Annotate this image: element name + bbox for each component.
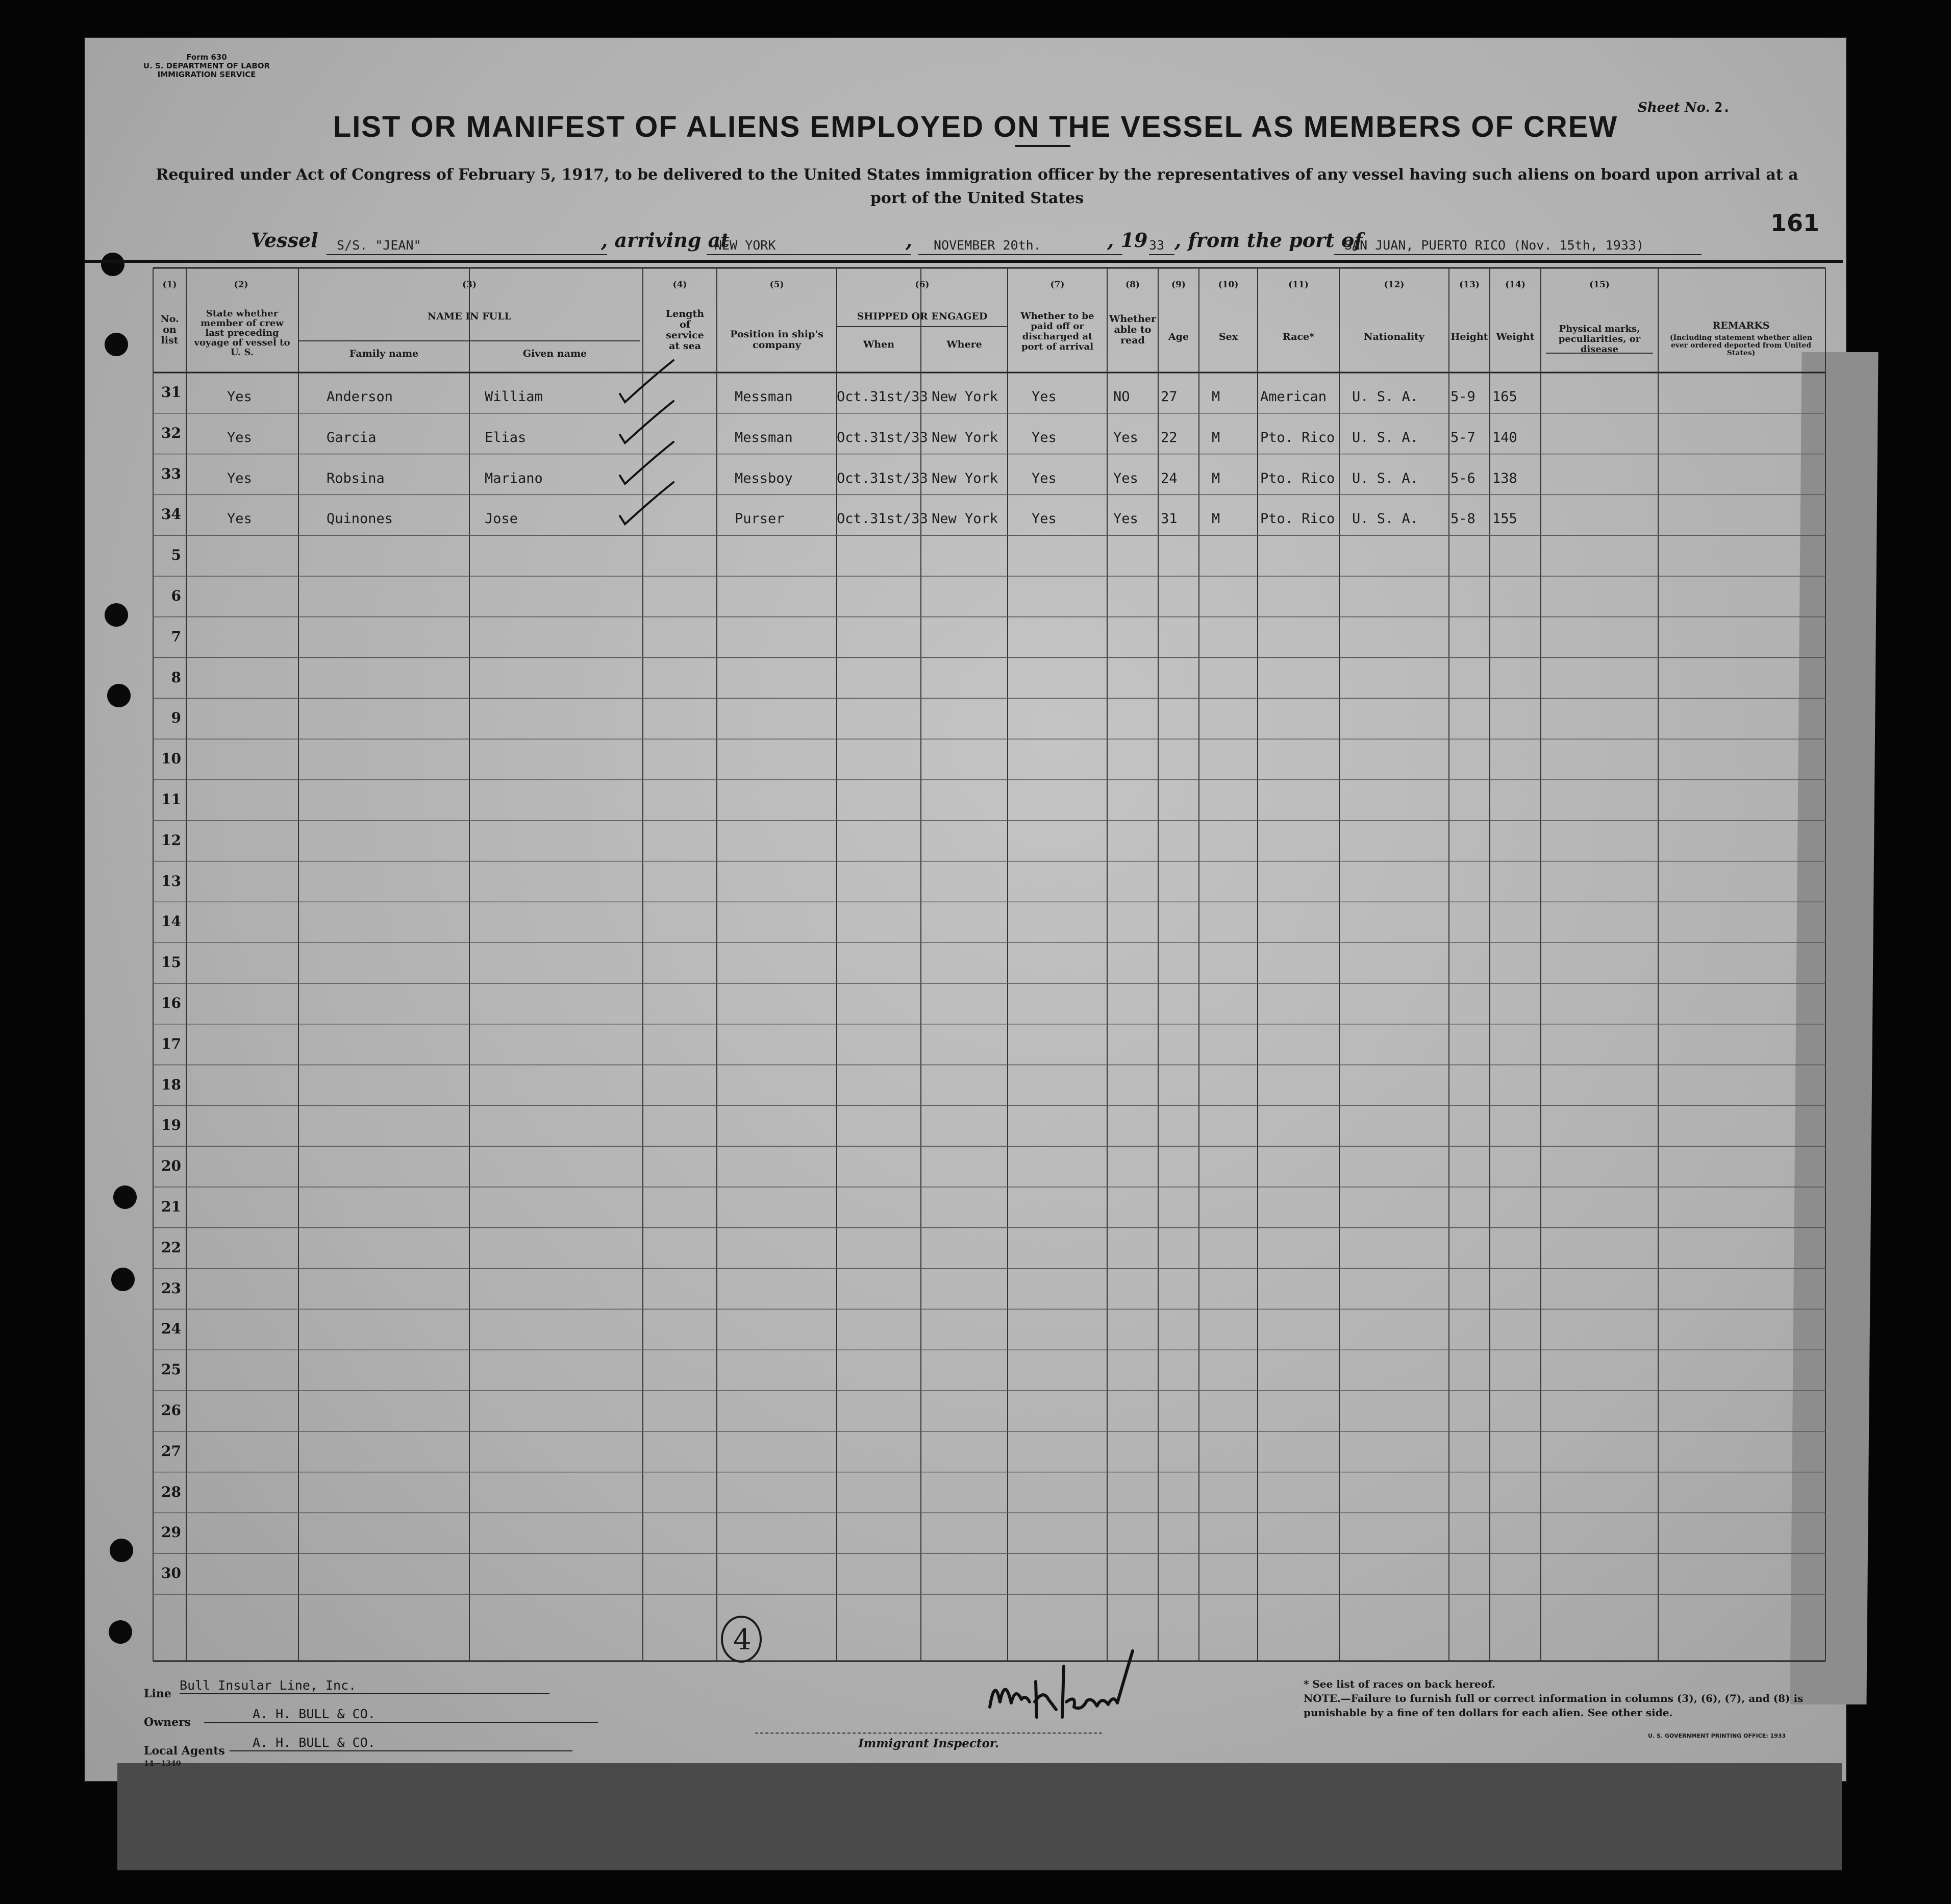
owners-value: A. H. BULL & CO. [253, 1707, 376, 1721]
row-number: 32 [161, 424, 181, 441]
year-prefix: , 19 [1107, 229, 1148, 252]
crew-family: Robsina [327, 470, 385, 486]
crew-member: Yes [227, 389, 252, 405]
row-number: 27 [161, 1442, 181, 1460]
crew-when: Oct.31st/33 [837, 511, 928, 527]
row-number: 24 [161, 1320, 181, 1338]
printing-office: U. S. GOVERNMENT PRINTING OFFICE: 1933 [1648, 1733, 1786, 1739]
row-number: 23 [161, 1279, 181, 1297]
col-6a-header: When [863, 339, 895, 350]
row-number: 11 [161, 791, 181, 808]
penalty-note: NOTE.—Failure to furnish full or correct information in columns (3), (6), (7), and (8) is punishable by a fine of ten dollars for each alien. See other side. [1304, 1692, 1804, 1719]
comma: , [906, 229, 913, 252]
col-1-number: (1) [162, 280, 177, 290]
row-number: 22 [161, 1239, 181, 1256]
crew-given: Mariano [485, 470, 543, 486]
circled-mark [717, 1613, 768, 1669]
crew-read: Yes [1113, 470, 1138, 486]
crew-sex: M [1212, 429, 1220, 446]
col-3-number: (3) [462, 280, 477, 290]
col-8-number: (8) [1125, 280, 1140, 290]
crew-read: Yes [1113, 511, 1138, 527]
row-number: 29 [161, 1524, 181, 1541]
col-1-header: No. on list [160, 313, 179, 346]
row-number: 30 [161, 1565, 181, 1582]
crew-paid-off: Yes [1032, 511, 1057, 527]
check-mark-icon [610, 358, 676, 404]
crew-weight: 140 [1492, 429, 1517, 446]
col-7-header: Whether to be paid off or discharged at port of arrival [1020, 311, 1094, 352]
crew-family: Anderson [327, 389, 393, 405]
row-number: 14 [161, 913, 181, 930]
crew-paid-off: Yes [1032, 389, 1057, 405]
crew-position: Messboy [735, 470, 793, 486]
col-9-header: Age [1168, 331, 1189, 342]
row-number: 20 [161, 1157, 181, 1175]
crew-given: Jose [485, 511, 518, 527]
crew-family: Garcia [327, 429, 377, 446]
col-13-header: Height [1450, 331, 1488, 342]
check-mark-icon [610, 440, 676, 486]
crew-member: Yes [227, 511, 252, 527]
col-14-number: (14) [1505, 280, 1525, 290]
row-number: 5 [171, 547, 181, 564]
check-mark-icon [610, 399, 676, 445]
crew-paid-off: Yes [1032, 429, 1057, 446]
crew-member: Yes [227, 470, 252, 486]
row-number: 15 [161, 954, 181, 971]
crew-race: Pto. Rico [1260, 470, 1335, 486]
crew-height: 5-6 [1450, 470, 1475, 486]
row-number: 31 [161, 384, 181, 401]
check-mark-icon [610, 480, 676, 526]
crew-weight: 155 [1492, 511, 1517, 527]
crew-nationality: U. S. A. [1352, 511, 1419, 527]
crew-sex: M [1212, 470, 1220, 486]
col-11-header: Race* [1282, 331, 1315, 342]
row-number: 6 [171, 587, 181, 604]
col-12-header: Nationality [1364, 331, 1424, 342]
inspector-label: Immigrant Inspector. [755, 1733, 1102, 1750]
agents-value: A. H. BULL & CO. [253, 1735, 376, 1750]
inspector-signature [980, 1646, 1173, 1727]
crew-height: 5-7 [1450, 429, 1475, 446]
col-15-number: (15) [1589, 280, 1610, 290]
col-2-number: (2) [234, 280, 248, 290]
owners-label: Owners [144, 1716, 191, 1729]
col-16-header: REMARKS [1712, 320, 1770, 331]
col-14-header: Weight [1496, 331, 1535, 342]
crew-member: Yes [227, 429, 252, 446]
from-label: , from the port of [1174, 229, 1363, 252]
crew-nationality: U. S. A. [1352, 389, 1419, 405]
crew-given: Elias [485, 429, 527, 446]
sheet-label: Sheet No. [1638, 100, 1710, 115]
col-4-header: Length of service at sea [665, 308, 705, 352]
row-number: 8 [171, 669, 181, 686]
crew-paid-off: Yes [1032, 470, 1057, 486]
col-9-number: (9) [1171, 280, 1186, 290]
crew-where: New York [932, 511, 998, 527]
arrival-date: NOVEMBER 20th. [934, 238, 1041, 253]
sheet-value: 2. [1714, 100, 1731, 115]
col-11-number: (11) [1288, 280, 1309, 290]
col-3a-header: Family name [349, 348, 419, 359]
col-3b-header: Given name [522, 348, 587, 359]
row-number: 33 [161, 465, 181, 482]
crew-when: Oct.31st/33 [837, 470, 928, 486]
vessel-label: Vessel [251, 229, 318, 252]
agents-label: Local Agents [144, 1744, 225, 1758]
crew-position: Purser [735, 511, 785, 527]
col-2-header: State whether member of crew last preceding voyage of vessel to U. S. [194, 308, 290, 358]
crew-when: Oct.31st/33 [837, 429, 928, 446]
col-12-number: (12) [1384, 280, 1405, 290]
crew-where: New York [932, 470, 998, 486]
races-note: * See list of races on back hereof. [1304, 1678, 1495, 1690]
arrival-year: 33 [1149, 238, 1165, 253]
row-number: 19 [161, 1117, 181, 1134]
row-number: 12 [161, 831, 181, 849]
row-number: 28 [161, 1483, 181, 1500]
crew-race: Pto. Rico [1260, 511, 1335, 527]
crew-age: 31 [1161, 511, 1178, 527]
crew-when: Oct.31st/33 [837, 389, 928, 405]
col-16-subheader: (Including statement whether alien ever ordered deported from United States) [1669, 334, 1813, 357]
row-number: 21 [161, 1198, 181, 1215]
row-number: 26 [161, 1402, 181, 1419]
crew-sex: M [1212, 511, 1220, 527]
crew-weight: 138 [1492, 470, 1517, 486]
col-10-header: Sex [1218, 331, 1238, 342]
crew-where: New York [932, 429, 998, 446]
row-number: 16 [161, 995, 181, 1011]
crew-height: 5-9 [1450, 389, 1475, 405]
crew-family: Quinones [327, 511, 393, 527]
col-3-header: NAME IN FULL [428, 311, 511, 322]
crew-position: Messman [735, 429, 793, 446]
form-number: Form 630 [186, 53, 227, 62]
crew-where: New York [932, 389, 998, 405]
row-number: 13 [161, 872, 181, 889]
row-number: 7 [171, 628, 181, 645]
page-subtitle: Required under Act of Congress of February 5, 1917, to be delivered to the United States immigration officer by the representatives of any vessel having such aliens on board upon arrival at a port of the United States [156, 166, 1798, 207]
owners-field [204, 1707, 598, 1723]
row-number: 9 [171, 709, 181, 727]
line-label: Line [144, 1687, 171, 1700]
department: U. S. DEPARTMENT OF LABOR [143, 61, 270, 70]
col-10-number: (10) [1218, 280, 1239, 290]
col-6-header: SHIPPED OR ENGAGED [857, 311, 988, 322]
row-number: 34 [161, 506, 181, 523]
col-6-number: (6) [915, 280, 930, 290]
col-4-number: (4) [672, 280, 687, 290]
departure-port: SAN JUAN, PUERTO RICO (Nov. 15th, 1933) [1344, 238, 1644, 253]
crew-nationality: U. S. A. [1352, 429, 1419, 446]
crew-race: American [1260, 389, 1327, 405]
line-value: Bull Insular Line, Inc. [180, 1678, 357, 1693]
col-8-header: Whether able to read [1109, 313, 1156, 346]
vessel-name: S/S. "JEAN" [337, 238, 421, 253]
crew-sex: M [1212, 389, 1220, 405]
row-number: 18 [161, 1076, 181, 1093]
service: IMMIGRATION SERVICE [157, 70, 256, 79]
page-title: LIST OR MANIFEST OF ALIENS EMPLOYED ON THE VESSEL AS MEMBERS OF CREW [333, 110, 1618, 143]
line-field [180, 1678, 549, 1694]
row-number: 25 [161, 1361, 181, 1378]
col-5-header: Position in ship's company [730, 329, 823, 351]
crew-age: 27 [1161, 389, 1178, 405]
col-6b-header: Where [946, 339, 982, 350]
arriving-port: NEW YORK [714, 238, 776, 253]
row-number: 17 [161, 1035, 181, 1052]
footnotes [1304, 1677, 1824, 1720]
form-code: 14—1340 [144, 1760, 181, 1768]
crew-weight: 165 [1492, 389, 1517, 405]
crew-read: Yes [1113, 429, 1138, 446]
crew-nationality: U. S. A. [1352, 470, 1419, 486]
circled-number: 4 [733, 1623, 752, 1656]
arriving-label: , arriving at [601, 229, 730, 252]
crew-position: Messman [735, 389, 793, 405]
col-7-number: (7) [1050, 280, 1065, 290]
col-15-header: Physical marks, peculiarities, or disease [1558, 324, 1641, 355]
crew-age: 22 [1161, 429, 1178, 446]
crew-given: William [485, 389, 543, 405]
crew-race: Pto. Rico [1260, 429, 1335, 446]
col-13-number: (13) [1459, 280, 1480, 290]
crew-height: 5-8 [1450, 511, 1475, 527]
col-5-number: (5) [769, 280, 784, 290]
crew-read: NO [1113, 389, 1130, 405]
row-number: 10 [161, 750, 181, 768]
crew-age: 24 [1161, 470, 1178, 486]
agents-field [230, 1735, 572, 1751]
page-number: 161 [1770, 209, 1820, 237]
